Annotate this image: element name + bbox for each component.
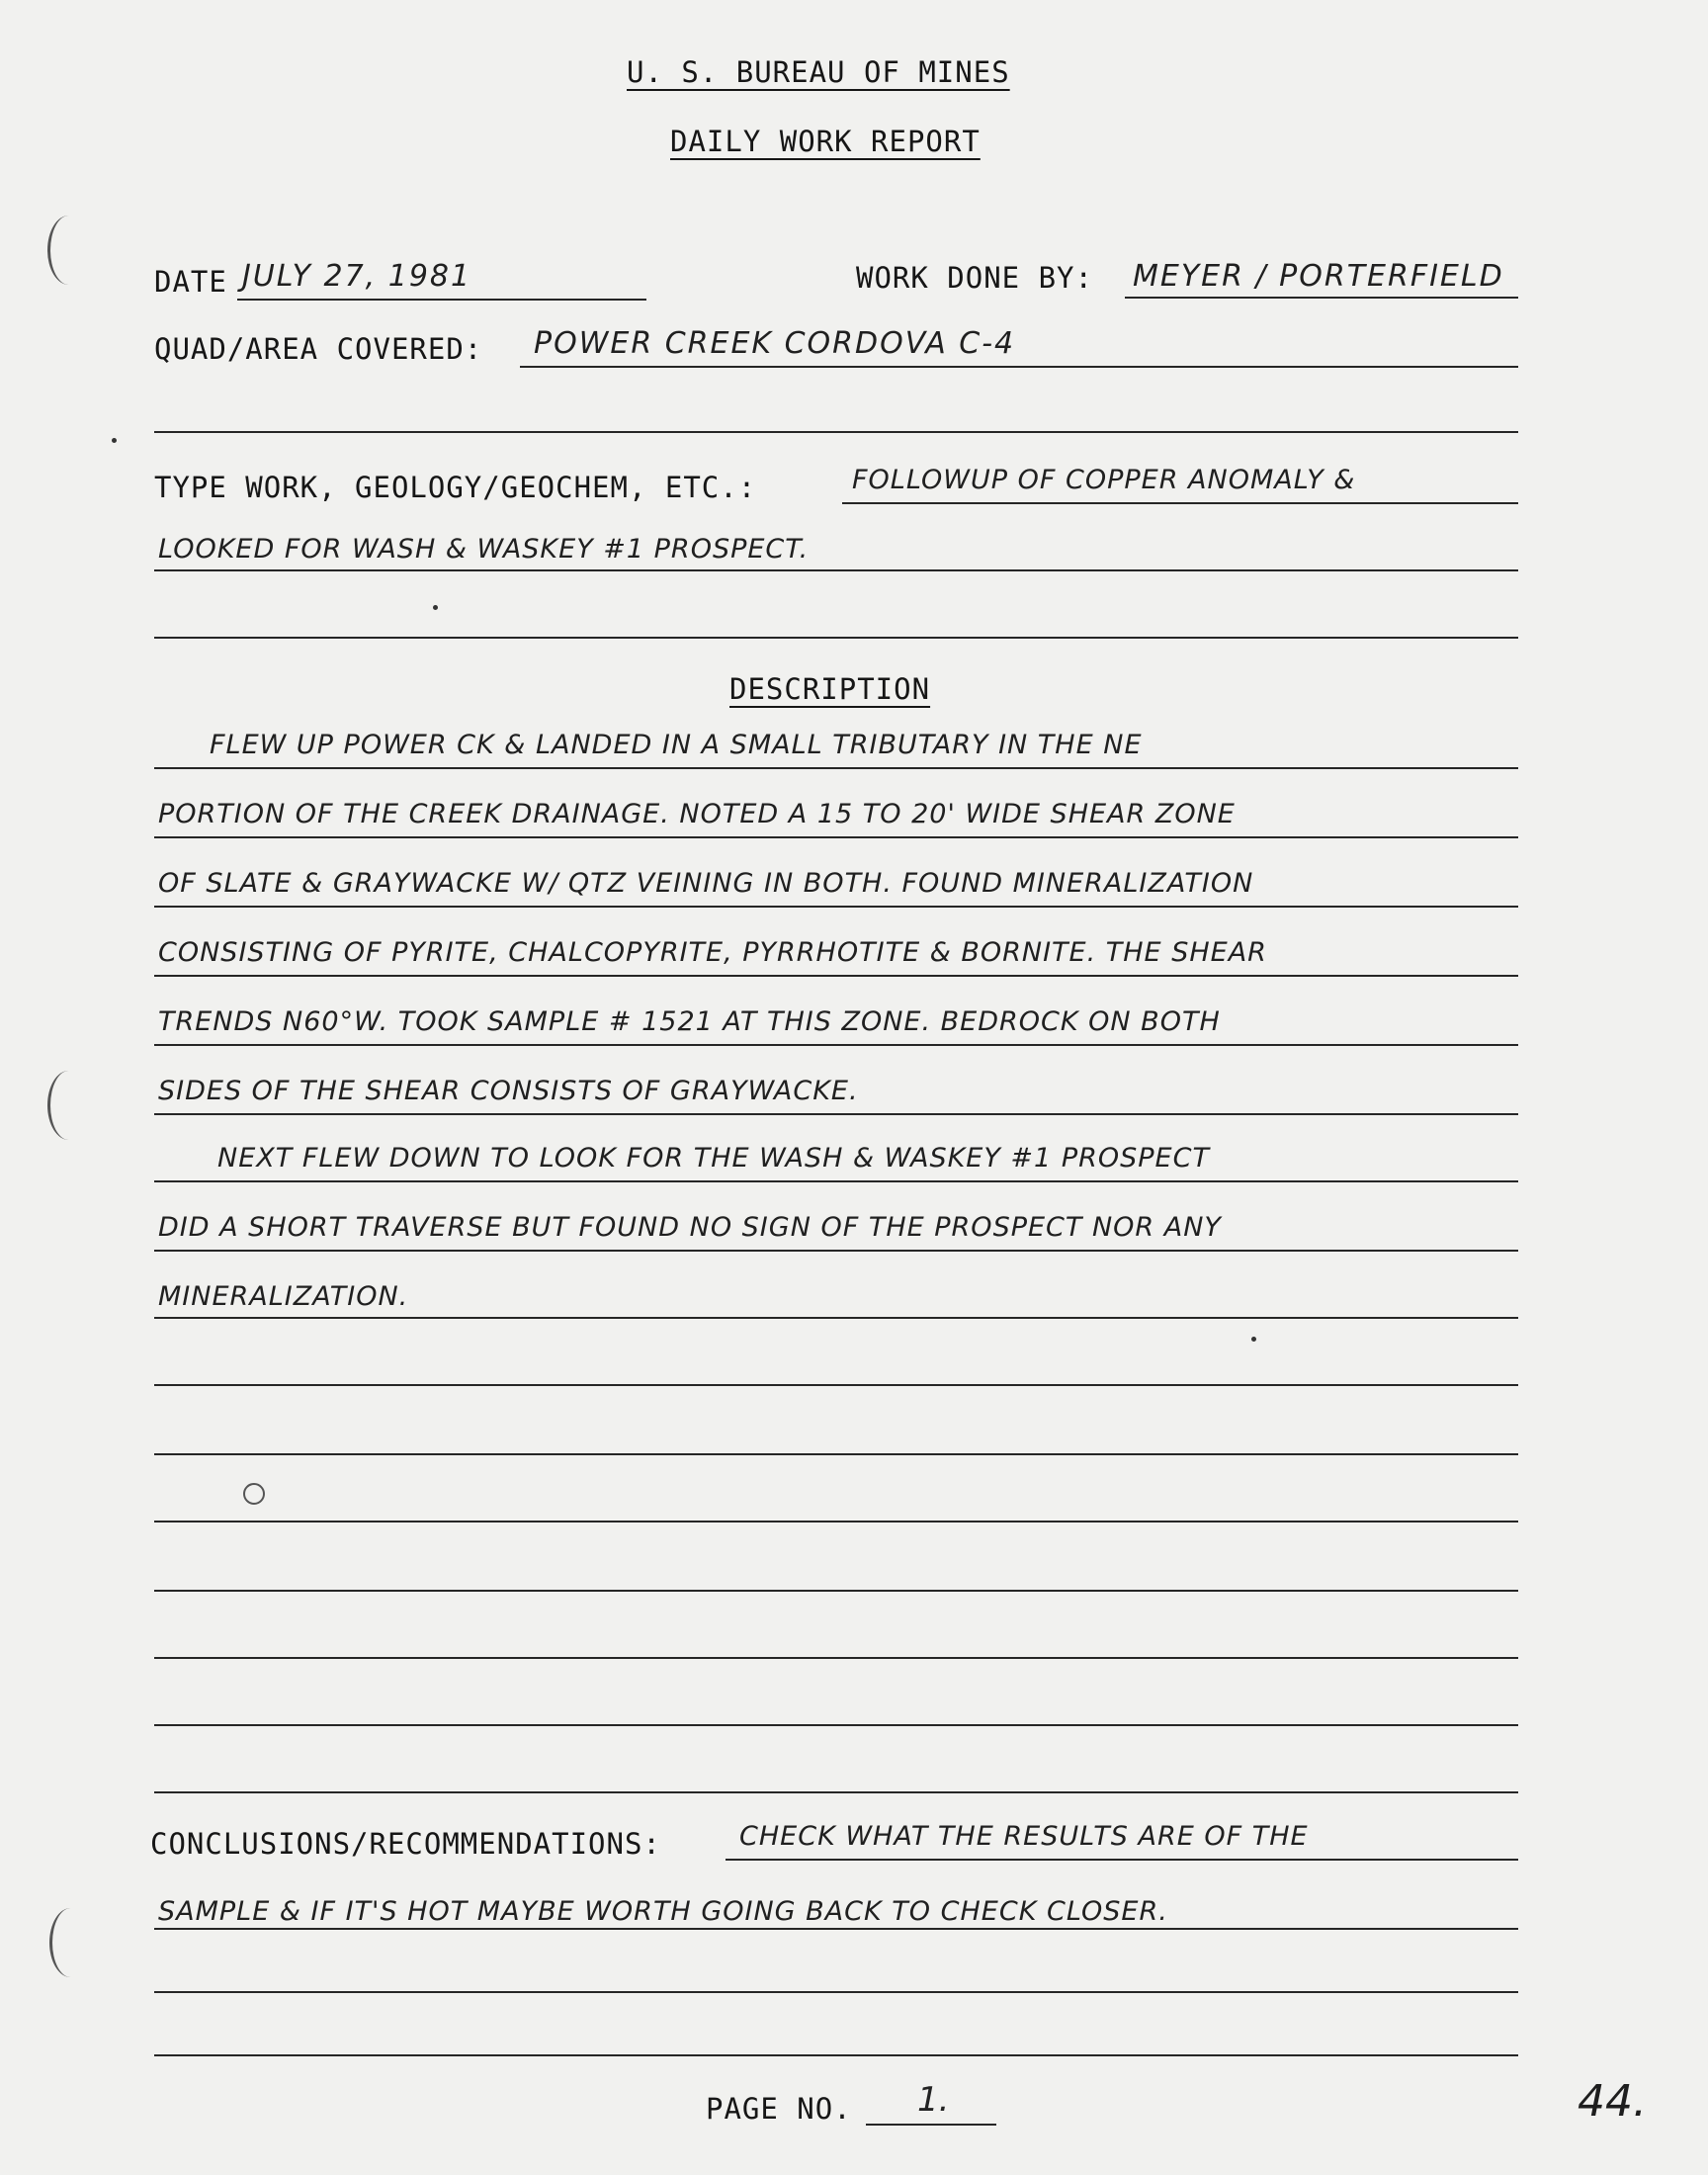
description-rule — [154, 1250, 1518, 1252]
description-rule — [154, 1384, 1518, 1386]
conclusions-rule-2 — [154, 1928, 1518, 1930]
description-rule — [154, 767, 1518, 769]
description-rule — [154, 975, 1518, 977]
conclusions-line-2: SAMPLE & IF IT'S HOT MAYBE WORTH GOING BACK TO CHECK CLOSER. — [158, 1896, 1168, 1927]
stray-mark — [1251, 1337, 1256, 1342]
description-rule — [154, 1317, 1518, 1319]
description-rule — [154, 1657, 1518, 1659]
work-done-by-label: WORK DONE BY: — [856, 261, 1093, 295]
date-value: JULY 27, 1981 — [242, 259, 472, 294]
description-rule — [154, 906, 1518, 908]
punch-hole-bottom — [49, 1908, 92, 1977]
type-work-value-2: LOOKED FOR WASH & WASKEY #1 PROSPECT. — [158, 534, 810, 565]
conclusions-label: CONCLUSIONS/RECOMMENDATIONS: — [150, 1827, 661, 1861]
description-line-9: MINERALIZATION. — [158, 1281, 409, 1312]
description-rule — [154, 1113, 1518, 1115]
corner-page-number: 44. — [1578, 2076, 1647, 2127]
conclusions-rule-3 — [154, 1991, 1518, 1993]
quad-line — [520, 366, 1518, 368]
description-rule — [154, 1724, 1518, 1726]
description-rule — [154, 1044, 1518, 1046]
work-done-by-line — [1125, 297, 1518, 299]
work-done-by-value: MEYER / PORTERFIELD — [1133, 259, 1504, 294]
page-no-value: 1. — [917, 2080, 950, 2120]
type-work-value-1: FOLLOWUP OF COPPER ANOMALY & — [852, 465, 1356, 495]
description-heading: DESCRIPTION — [729, 672, 931, 706]
page-no-line — [866, 2124, 996, 2126]
type-work-label: TYPE WORK, GEOLOGY/GEOCHEM, ETC.: — [154, 471, 757, 504]
type-work-line-2 — [154, 569, 1518, 571]
description-line-6: SIDES OF THE SHEAR CONSISTS OF GRAYWACKE. — [158, 1076, 859, 1106]
agency-title: U. S. BUREAU OF MINES — [627, 55, 1010, 89]
conclusions-line-1: CHECK WHAT THE RESULTS ARE OF THE — [739, 1821, 1309, 1852]
date-label: DATE — [154, 265, 227, 299]
punch-hole-top — [47, 216, 90, 285]
description-line-2: PORTION OF THE CREEK DRAINAGE. NOTED A 15 TO 20' WIDE SHEAR ZONE — [158, 799, 1236, 829]
type-work-line-1 — [842, 502, 1518, 504]
description-line-8: DID A SHORT TRAVERSE BUT FOUND NO SIGN OF THE PROSPECT NOR ANY — [158, 1212, 1222, 1243]
description-rule — [154, 1453, 1518, 1455]
quad-value: POWER CREEK CORDOVA C-4 — [534, 326, 1016, 361]
description-rule — [154, 836, 1518, 838]
description-line-5: TRENDS N60°W. TOOK SAMPLE # 1521 AT THIS ZONE. BEDROCK ON BOTH — [158, 1006, 1221, 1037]
stray-circle — [243, 1483, 265, 1505]
description-rule — [154, 1180, 1518, 1182]
conclusions-rule-4 — [154, 2054, 1518, 2056]
type-work-line-3 — [154, 637, 1518, 639]
date-line — [237, 299, 646, 301]
description-line-3: OF SLATE & GRAYWACKE W/ QTZ VEINING IN BOTH. FOUND MINERALIZATION — [158, 868, 1254, 899]
conclusions-rule-1 — [726, 1859, 1518, 1861]
description-line-7: NEXT FLEW DOWN TO LOOK FOR THE WASH & WASKEY #1 PROSPECT — [217, 1143, 1210, 1174]
stray-mark — [112, 438, 117, 443]
description-line-4: CONSISTING OF PYRITE, CHALCOPYRITE, PYRRHOTITE & BORNITE. THE SHEAR — [158, 937, 1267, 968]
description-rule — [154, 1590, 1518, 1592]
description-line-1: FLEW UP POWER CK & LANDED IN A SMALL TRIBUTARY IN THE NE — [210, 730, 1143, 760]
page-no-label: PAGE NO. — [706, 2092, 852, 2126]
stray-mark — [433, 605, 438, 610]
punch-hole-middle — [47, 1071, 90, 1140]
description-rule — [154, 1791, 1518, 1793]
description-rule — [154, 1521, 1518, 1522]
report-title: DAILY WORK REPORT — [670, 125, 981, 158]
quad-line-2 — [154, 431, 1518, 433]
quad-label: QUAD/AREA COVERED: — [154, 332, 483, 366]
